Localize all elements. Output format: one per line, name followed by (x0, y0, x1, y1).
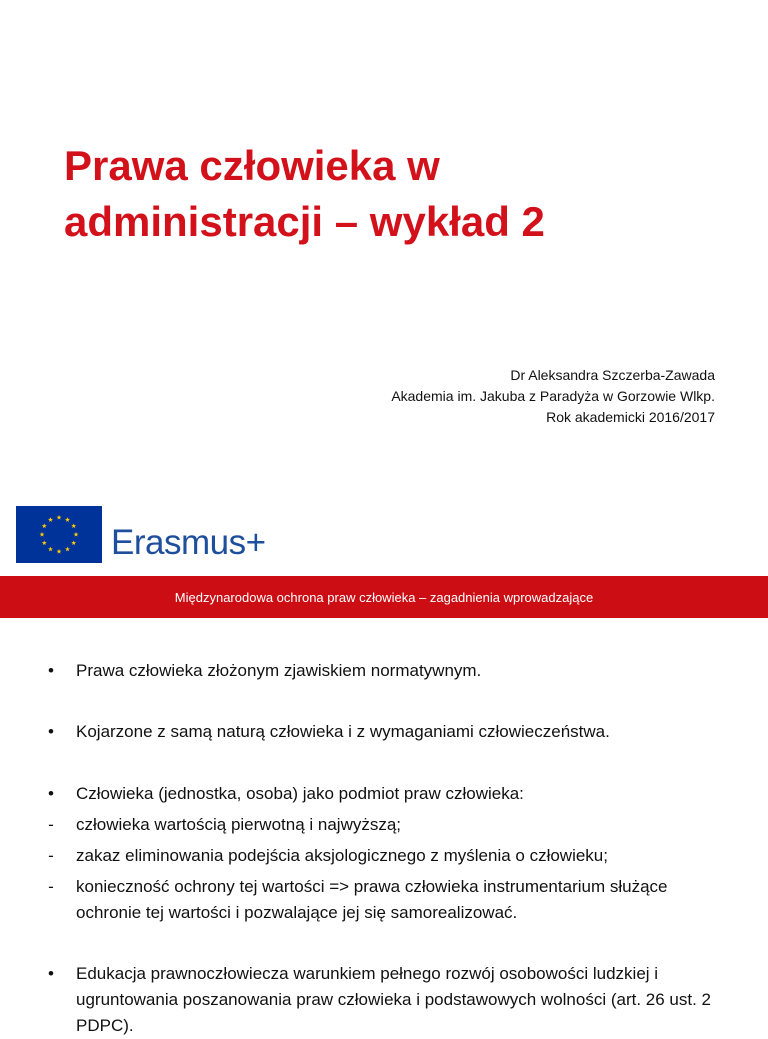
list-item-text: człowieka wartością pierwotną i najwyższą; (76, 815, 402, 834)
eu-star-icon (42, 540, 47, 545)
eu-star-icon (40, 532, 45, 537)
list-item (48, 658, 726, 684)
author-block (215, 365, 715, 428)
list-item-text: zakaz eliminowania podejścia aksjologicznego z myślenia o człowieku; (76, 846, 608, 865)
bullet-marker: • (48, 784, 54, 803)
list-item (48, 812, 726, 838)
content-slide (0, 618, 768, 1035)
eu-star-icon (65, 547, 70, 552)
author-name: Dr Aleksandra Szczerba-Zawada (510, 367, 715, 383)
section-banner (0, 576, 768, 618)
eu-flag-icon (16, 506, 102, 563)
academic-year: Rok akademicki 2016/2017 (546, 409, 715, 425)
slide-title-line: administracji – wykład 2 (64, 198, 545, 245)
list-item (48, 874, 726, 926)
eu-star-icon (57, 549, 62, 554)
eu-star-icon (57, 515, 62, 520)
list-item-text: konieczność ochrony tej wartości => prawa człowieka instrumentarium służące ochronie tej wartości i pozwalające jej się samorealizować. (76, 877, 668, 922)
author-institution: Akademia im. Jakuba z Paradyża w Gorzowie Wlkp. (391, 388, 715, 404)
list-item-text: Edukacja prawnoczłowiecza warunkiem pełnego rozwój osobowości ludzkiej i ugruntowania poszanowania praw człowieka i podstawowych wolności (art. 26 ust. 2 PDPC). (76, 964, 712, 1035)
eu-star-icon (65, 517, 70, 522)
banner-text: Międzynarodowa ochrona praw człowieka – zagadnienia wprowadzające (174, 589, 594, 605)
list-item (48, 961, 726, 1039)
eu-star-icon (71, 540, 76, 545)
slide-title-line: Prawa człowieka w (64, 142, 440, 189)
eu-star-icon (48, 517, 53, 522)
list-item (48, 719, 726, 745)
dash-marker: - (48, 877, 54, 896)
list-item-text: Człowieka (jednostka, osoba) jako podmiot praw człowieka: (76, 784, 524, 803)
list-item (48, 781, 726, 807)
bullet-marker: • (48, 722, 54, 741)
eu-star-icon (48, 547, 53, 552)
bullet-marker: • (48, 661, 54, 680)
eu-star-icon (71, 523, 76, 528)
bullet-marker: • (48, 964, 54, 983)
dash-marker: - (48, 815, 54, 834)
list-item-text: Kojarzone z samą naturą człowieka i z wymaganiami człowieczeństwa. (76, 722, 610, 741)
dash-marker: - (48, 846, 54, 865)
slide-title (64, 138, 744, 250)
eu-star-icon (74, 532, 79, 537)
erasmus-logo-text: Erasmus+ (111, 523, 266, 562)
list-item-text: Prawa człowieka złożonym zjawiskiem normatywnym. (76, 661, 482, 680)
list-item (48, 843, 726, 869)
eu-star-icon (42, 523, 47, 528)
